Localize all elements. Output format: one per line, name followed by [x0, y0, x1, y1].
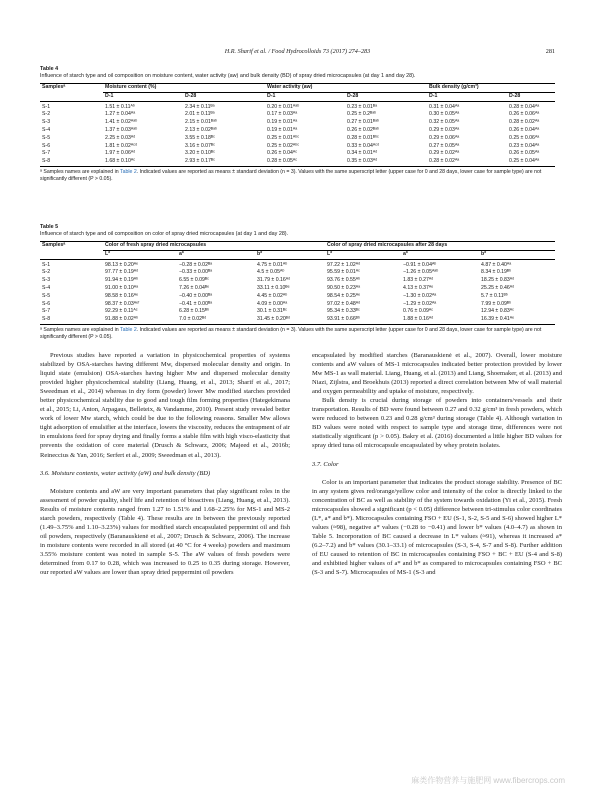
table-cell: 2.25 ± 0.03ᴬᵈ — [105, 134, 136, 141]
table-cell: 3.20 ± 0.10ᴮᶜ — [185, 150, 215, 157]
table-cell: 1.41 ± 0.02ᴬᵃᵇ — [105, 119, 138, 126]
table-cell: S-2 — [42, 269, 51, 276]
table-cell: 3.16 ± 0.07ᴮᶜ — [185, 142, 215, 149]
table-4-subhead: D-1 — [427, 92, 507, 101]
table-cell: 1.68 ± 0.10ᴬᶜ — [103, 158, 183, 166]
table-cell: 6.55 ± 0.09ᴮᶜ — [179, 277, 209, 284]
table-cell: 98.37 ± 0.03ᴬᵉᶠ — [105, 300, 140, 307]
table-cell: 6.28 ± 0.15ᴮᵇ — [179, 308, 210, 315]
table-cell: 5.7 ± 0.11ᴮᵇ — [481, 292, 508, 299]
table-cell: −0.91 ± 0.04ᴬᵇ — [403, 261, 437, 268]
table-cell: 7.26 ± 0.04ᴮᵉ — [179, 284, 210, 291]
table-4-caption: Influence of starch type and oil composition on moisture content, water activity (aw) and bulk density (BD) of spray dried microcapsules (at day 1 and day 28). — [40, 73, 416, 79]
table-cell: 4.13 ± 0.37ᴬᵉ — [403, 284, 434, 291]
table-cell: 91.00 ± 0.10ᴬᵃ — [105, 284, 139, 291]
table-row — [40, 269, 555, 277]
table-cell: −0.40 ± 0.00ᴮᵃ — [179, 292, 213, 299]
table-row — [40, 135, 555, 143]
watermark: 麻类作物营养与施肥网 www.fibercrops.com — [411, 776, 565, 785]
table-row — [40, 293, 555, 301]
paragraph: Moisture contents and aW are very important parameters that play significant roles in the assessment of powder quality, shelf life and retention of bioactives (Liang, Huang, et al., 2013). Results of moisture contents ranged from 1.27 to 1.51% and 1.68–2.25% for MS-1 and MS-2 starch powders, respectively (Table 4). These results are in between the previously reported (1.49–3.75% and 1.10–3.23%) values for modified starch encapsulated peppermint oil and fish oil powders, respectively (Baranauskienė et al., 2007; Drusch & Schwarz, 2006). The increase in moisture contents were recorded in all stored (at 40 °C for 4 weeks) powders and maximum 3.55% moisture content was noted in sample S-5. The aW values of fresh powders were determined from 0.17 to 0.28, which was increased to 0.25 to 0.35 during storage. However, our reported aW values are lower than spray dried peppermint oil powders — [40, 487, 290, 577]
table-cell: S-7 — [42, 308, 51, 315]
table-row — [40, 259, 555, 269]
table-5-subhead: L* — [103, 250, 177, 259]
table-cell: S-8 — [40, 316, 103, 324]
table-4-label: Table 4 — [40, 66, 59, 72]
table-5-grid — [40, 241, 555, 325]
table-cell: S-6 — [42, 300, 51, 307]
table-5 — [40, 224, 555, 341]
table-row — [40, 308, 555, 316]
table-2-link[interactable]: Table 2 — [119, 168, 137, 175]
table-4-subhead: D-1 — [265, 92, 345, 101]
table-cell: 33.11 ± 0.10ᴮᵉ — [257, 284, 290, 291]
table-cell: 1.37 ± 0.03ᴬᵃᵇ — [105, 126, 138, 133]
table-cell: 31.45 ± 0.20ᴮᵈ — [255, 316, 325, 324]
table-5-subhead: a* — [401, 250, 479, 259]
paragraph: Previous studies have reported a variation in physicochemical properties of systems stabilized by OSA-starches having different Mw, dispersed molecular density and origin. In liquid state (emulsion) OSA-starches having higher Mw and dispersed molecular density provided higher physicochemical stability (Liang, Huang, et al., 2013; Sharif et al., 2017; Sweedman et al., 2014) whereas in dry form (powder) lower Mw modified starches provided better physicochemical stability due to good and tough film forming properties (Hategekimana et al., 2015; Li, Anton, Arpagaus, Belleteix, & Vandamme, 2010). Present study revealed better work of lower Mw starch, which could be due to the following reasons. Smaller Mw allows tight adsorption of emulsifier at the interface, lowers the viscosity, reduces the entrapment of air in emulsions feed for spray drying and finally forms a stable film with high visco-elasticity that prevents the oxidation of core material (Drusch & Schwarz, 2006; Majeed et al., 2016b; Reineccius & Yan, 2016; Serfert et al., 2009; Sweedman et al., 2013). — [40, 352, 290, 459]
table-cell: 0.27 ± 0.01ᴮᵃᵇ — [347, 119, 379, 126]
table-4-group-moisture: Moisture content (%) — [103, 84, 265, 93]
table-4-group-bd: Bulk density (g/cm³) — [427, 84, 555, 93]
table-5-group-28days: Color of spray dried microcapsules after 28 days — [325, 242, 555, 251]
table-row — [40, 127, 555, 135]
paragraph: Color is an important parameter that indicates the product storage stability. Presence of BC in any system gives red/orange/yellow color and intensity of the color is directly linked to the concentration of BC as well as stability of the system towards oxidation (Yi et al., 2015). Fresh microcapsules showed a significant (p < 0.05) difference between tri-stimulus color coordinates (L*, a* and b*). Microcapsules containing FSO + EU (S-1, S-2, S-5 and S-6) showed higher L* values (≈98), negative a* values (−0.28 to −0.41) and lower b* values (4.0–4.7) as shown in Table 5. Incorporation of BC caused a decrease in L* values (≈91), whereas it increased a* (6.2–7.2) and b* values (30.1–33.1) of microcapsules (S-3, S-4, S-7 and S-8). Further addition of EU caused to retention of BC in microcapsules containing FSO + BC + EU (S-4 and S-8) and exhibited higher values of a* and b* as compared to microcapsules containing FSO + BC (S-3 and S-7). Microcapsules of MS-1 (S-3 and — [312, 478, 562, 577]
table-4-group-aw: Water activity (aw) — [265, 84, 427, 93]
table-cell: 0.28 ± 0.04ᴬᵃ — [509, 103, 540, 110]
table-cell: 0.32 ± 0.05ᴬᵃ — [429, 119, 460, 126]
table-row — [40, 316, 555, 324]
footnote-text: . Indicated values are reported as means ± standard deviation (n = 3). Values with the same superscript letter (upper case for 0 and 28 days, lower case for sample type) are not significantly different (P > 0.05). — [40, 326, 542, 340]
table-cell: 1.88 ± 0.16ᴬᵈ — [401, 316, 479, 324]
table-4-subhead: D-28 — [183, 92, 265, 101]
table-5-subhead: L* — [325, 250, 401, 259]
table-5-header-samples: Samplesᵃ — [40, 242, 103, 251]
table-cell: 0.26 ± 0.06ᴬᵃ — [509, 111, 540, 118]
table-cell: 92.29 ± 0.11ᴬᶜ — [105, 308, 138, 315]
body-column-left — [40, 351, 290, 577]
section-heading-3-7: 3.7. Color — [312, 460, 339, 468]
table-4 — [40, 66, 555, 183]
table-cell: 0.27 ± 0.05ᴬᵃ — [429, 142, 460, 149]
table-cell: 98.54 ± 0.25ᴬᵉ — [327, 292, 361, 299]
table-4-header-samples: Samplesᵃ — [40, 84, 103, 93]
table-cell: 90.50 ± 0.23ᴬᵃ — [327, 284, 361, 291]
table-cell: 97.77 ± 0.19ᴬᵈ — [105, 269, 139, 276]
table-cell: 1.97 ± 0.06ᴬᵈ — [105, 150, 136, 157]
table-cell: 4.75 ± 0.01ᴬᵇ — [257, 261, 288, 268]
table-cell: 4.09 ± 0.00ᴬᵃ — [257, 300, 288, 307]
table-cell: −1.29 ± 0.02ᴬᵃ — [403, 300, 437, 307]
table-cell: 93.91 ± 0.66ᴮᵇ — [325, 316, 401, 324]
table-cell: 98.58 ± 0.16ᴬᵉ — [105, 292, 139, 299]
table-2-link[interactable]: Table 2 — [119, 326, 137, 333]
table-cell: 1.27 ± 0.04ᴬᵃ — [105, 111, 136, 118]
table-cell: S-2 — [42, 111, 51, 118]
table-row — [40, 277, 555, 285]
table-cell: 0.29 ± 0.06ᴬᵃ — [429, 134, 460, 141]
table-cell: 0.34 ± 0.01ᴬᵈ — [347, 150, 378, 157]
table-cell: 7.0 ± 0.02ᴮᵈ — [177, 316, 255, 324]
table-cell: 0.17 ± 0.03ᴬᵃ — [267, 111, 298, 118]
table-cell: S-6 — [42, 142, 51, 149]
table-cell: 0.23 ± 0.04ᴬᵃ — [509, 142, 540, 149]
table-cell: S-1 — [42, 103, 51, 110]
table-cell: 0.29 ± 0.02ᴬᵃ — [429, 150, 460, 157]
table-cell: 8.34 ± 0.19ᴮᵇ — [481, 269, 512, 276]
footnote-text: . Indicated values are reported as means ± standard deviation (n = 3). Values with the same superscript letter (upper case for 0 and 28 days, lower case for sample type) are not significantly different (P > 0.05). — [40, 168, 542, 182]
table-cell: 0.23 ± 0.01ᴮᵃ — [347, 103, 378, 110]
table-5-subhead: b* — [255, 250, 325, 259]
table-cell: 2.93 ± 0.17ᴮᶜ — [183, 158, 265, 166]
table-row — [40, 101, 555, 111]
table-cell: S-7 — [42, 150, 51, 157]
table-cell: 0.26 ± 0.04ᴬᶜ — [267, 150, 298, 157]
table-cell: 12.94 ± 0.83ᴬᶜ — [481, 308, 514, 315]
table-cell: 4.87 ± 0.40ᴬᵃ — [481, 261, 512, 268]
table-cell: 0.26 ± 0.04ᴬᵃ — [509, 126, 540, 133]
footnote-text: ᵃ Samples names are explained in — [40, 168, 120, 175]
table-cell: 0.76 ± 0.09ᴬᶜ — [403, 308, 434, 315]
table-cell: 4.5 ± 0.05ᴬᵇ — [257, 269, 285, 276]
table-cell: S-5 — [42, 134, 51, 141]
table-cell: −1.30 ± 0.02ᴬᵃ — [403, 292, 437, 299]
page-number: 281 — [545, 48, 555, 55]
table-cell: 0.31 ± 0.04ᴬᵃ — [429, 103, 460, 110]
table-5-group-fresh: Color of fresh spray dried microcapsules — [103, 242, 325, 251]
table-cell: 30.1 ± 0.31ᴮᶜ — [257, 308, 287, 315]
table-cell: 0.28 ± 0.02ᴬᵃ — [427, 158, 507, 166]
table-cell: 95.34 ± 0.33ᴮᶜ — [327, 308, 360, 315]
paragraph: Bulk density is crucial during storage of powders into containers/vessels and their transportation. Results of BD were found between 0.27 and 0.32 g/cm³ in fresh powders, which were reduced to between 0.23 and 0.28 g/cm³ during storage (Table 4). Although variation in BD values were noted with respect to sample type and storage time, differences were not statistically significant (p > 0.05). Bakry et al. (2016) documented a little higher BD values for spray dried tuna oil microcapsule encapsulated by whey protein isolates. — [312, 397, 562, 450]
table-cell: −0.28 ± 0.02ᴮᵃ — [179, 261, 213, 268]
table-cell: S-1 — [42, 261, 51, 268]
table-cell: S-5 — [42, 292, 51, 299]
table-cell: 0.25 ± 0.01ᴬᵇᶜ — [267, 134, 300, 141]
table-row — [40, 119, 555, 127]
table-cell: 0.25 ± 0.06ᴬᵃ — [509, 134, 540, 141]
table-cell: 97.02 ± 0.48ᴬᵈ — [327, 300, 361, 307]
table-cell: 18.25 ± 0.83ᴬᵈ — [481, 277, 515, 284]
table-5-subhead: a* — [177, 250, 255, 259]
table-row — [40, 150, 555, 158]
table-cell: 2.01 ± 0.11ᴮᵃ — [185, 111, 215, 118]
table-cell: 2.15 ± 0.01ᴮᵃᵇ — [185, 119, 217, 126]
section-heading-3-6: 3.6. Moisture contents, water activity (aW) and bulk density (BD) — [40, 469, 211, 477]
table-5-subhead: b* — [479, 250, 555, 259]
table-cell: S-3 — [42, 277, 51, 284]
table-cell: −1.26 ± 0.05ᴬᵃᵇ — [403, 269, 439, 276]
table-row — [40, 143, 555, 151]
table-cell: 91.94 ± 0.19ᴬᵇ — [105, 277, 139, 284]
table-cell: 0.28 ± 0.01ᴮᵇᶜ — [347, 134, 379, 141]
table-cell: 95.59 ± 0.01ᴬᶜ — [327, 269, 360, 276]
table-cell: 25.25 ± 0.46ᴬᵈ — [481, 284, 515, 291]
table-cell: 7.99 ± 0.09ᴮᵇ — [481, 300, 512, 307]
table-cell: 93.76 ± 0.55ᴬᵇ — [327, 277, 361, 284]
running-title: H.R. Sharif et al. / Food Hydrocolloids 73 (2017) 274–283 — [224, 48, 371, 55]
table-4-subhead: D-28 — [507, 92, 555, 101]
table-cell: 91.88 ± 0.02ᴬᵇ — [103, 316, 177, 324]
table-cell: 0.26 ± 0.02ᴮᵃᵇ — [347, 126, 379, 133]
table-row — [40, 111, 555, 119]
table-4-subhead: D-28 — [345, 92, 427, 101]
table-cell: 0.28 ± 0.02ᴬᵃ — [509, 119, 540, 126]
table-cell: 31.79 ± 0.16ᴬᵈ — [257, 277, 291, 284]
table-cell: 0.30 ± 0.05ᴬᵃ — [429, 111, 460, 118]
table-4-footnote — [40, 169, 555, 183]
table-cell: 0.25 ± 0.04ᴬᵃ — [507, 158, 555, 166]
body-column-right — [312, 351, 562, 577]
table-cell: 0.25 ± 0.02ᴬᵇᶜ — [267, 142, 300, 149]
table-cell: 1.81 ± 0.02ᴬᶜᵈ — [105, 142, 138, 149]
table-row — [40, 158, 555, 166]
paragraph: encapsulated by modified starches (Baranauskienė et al., 2007). Overall, lower moisture contents and aW values of MS-1 microcapsules indicated better protection provided by lower Mw MS-1 as wall material. Liang, Huang, et al. (2013) and Liang, Shoemaker, et al. (2013) and Niazi, Zijlstra, and Broekhuis (2013) reported a direct correlation between Mw of wall material and oxygen permeability and uptake of moisture, respectively. — [312, 352, 562, 396]
table-4-subhead: D-1 — [103, 92, 183, 101]
table-cell: 0.29 ± 0.03ᴬᵃ — [429, 126, 460, 133]
table-cell: 0.20 ± 0.01ᴬᵃᵇ — [267, 103, 300, 110]
table-cell: −0.33 ± 0.00ᴮᵃ — [179, 269, 213, 276]
table-cell: 0.19 ± 0.01ᴬᵃ — [267, 126, 298, 133]
table-cell: 2.13 ± 0.02ᴮᵃᵇ — [185, 126, 217, 133]
table-cell: 0.19 ± 0.01ᴬᵃ — [267, 119, 298, 126]
table-cell: 1.83 ± 0.27ᴬᵈ — [403, 277, 434, 284]
table-cell: 16.39 ± 0.41ᴬᵉ — [479, 316, 555, 324]
table-cell: 0.35 ± 0.03ᴬᵈ — [345, 158, 427, 166]
table-4-grid — [40, 83, 555, 167]
table-cell: 0.26 ± 0.05ᴬᵃ — [509, 150, 540, 157]
table-cell: 97.22 ± 1.02ᴬᵈ — [327, 261, 361, 268]
table-5-footnote — [40, 327, 555, 341]
table-cell: S-4 — [42, 126, 51, 133]
table-cell: 4.45 ± 0.02ᴬᵇ — [257, 292, 288, 299]
table-5-label: Table 5 — [40, 224, 59, 230]
table-cell: −0.41 ± 0.00ᴮᵃ — [179, 300, 213, 307]
table-5-caption: Influence of starch type and oil composition on color of spray dried microcapsules (at day 1 and day 28). — [40, 231, 289, 237]
table-cell: 0.25 ± 0.2ᴮᵃᵇ — [347, 111, 377, 118]
table-cell: 0.28 ± 0.05ᴬᶜ — [265, 158, 345, 166]
table-cell: S-4 — [42, 284, 51, 291]
footnote-text: ᵃ Samples names are explained in — [40, 326, 120, 333]
table-cell: 98.13 ± 0.20ᴬᵉ — [105, 261, 139, 268]
table-cell: S-8 — [40, 158, 103, 166]
table-cell: S-3 — [42, 119, 51, 126]
table-row — [40, 285, 555, 293]
table-cell: 3.55 ± 0.18ᴮᶜ — [185, 134, 215, 141]
table-cell: 2.34 ± 0.11ᴮᵃ — [185, 103, 215, 110]
table-row — [40, 301, 555, 309]
table-cell: 1.51 ± 0.11ᴬᵇ — [105, 103, 135, 110]
table-cell: 0.33 ± 0.04ᴬᶜᵈ — [347, 142, 380, 149]
